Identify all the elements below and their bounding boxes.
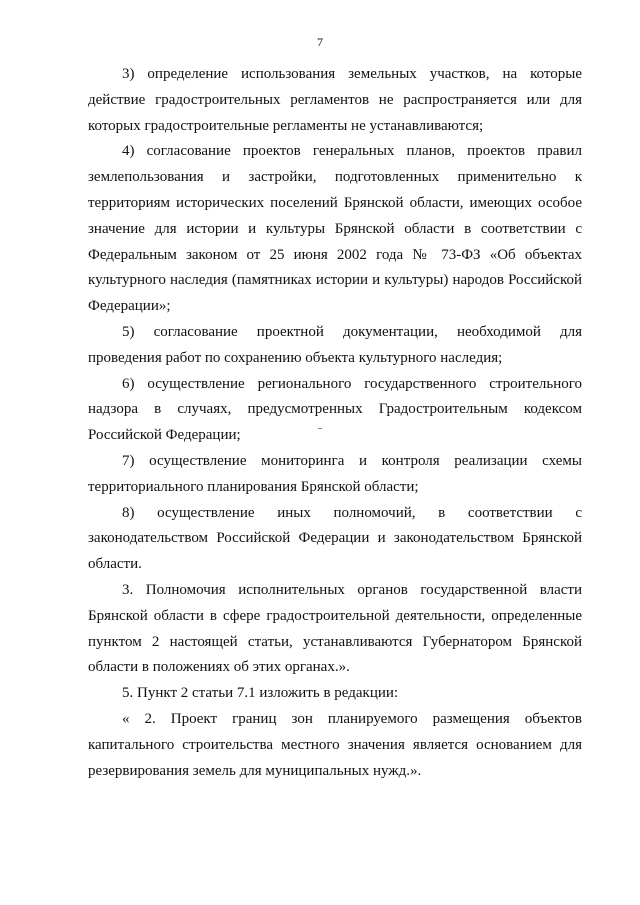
scan-speck	[318, 428, 322, 429]
paragraph-item-8: 8) осуществление иных полномочий, в соответствии с законодательством Российской Федерации и законодательством Брянской области.	[88, 504, 582, 573]
paragraph-item-6: 6) осуществление регионального государственного строительного надзора в случаях, предусмотренных Градостроительным кодексом Российской Федерации;	[88, 375, 582, 444]
paragraph-item-7: 7) осуществление мониторинга и контроля реализации схемы территориального планирования Брянской области;	[88, 452, 582, 495]
paragraph-section-3: 3. Полномочия исполнительных органов государственной власти Брянской области в сфере градостроительной деятельности, определенные пунктом 2 настоящей статьи, устанавливаются Губернатором Брянской области в положениях об этих органах.».	[88, 581, 582, 676]
paragraph-item-3: 3) определение использования земельных участков, на которые действие градостроительных регламентов не распространяется или для которых градостроительные регламенты не устанавливаются;	[88, 66, 582, 134]
paragraph-amendment-5: 5. Пункт 2 статьи 7.1 изложить в редакции:	[122, 685, 399, 702]
paragraph-item-4: 4) согласование проектов генеральных планов, проектов правил землепользования и застройки, подготовленных применительно к территориям исторических поселений Брянской области, имеющих особое значение для истории и культуры Брянской области в соответствии с Федеральным законом от 25 июня 2002 года № 73-ФЗ «Об объектах культурного наследия (памятниках истории и культуры) народов Российской Федерации»;	[88, 143, 582, 315]
paragraph-quoted-item-2: « 2. Проект границ зон планируемого размещения объектов капитального строительства местного значения является основанием для резервирования земель для муниципальных нужд.».	[88, 710, 582, 779]
paragraph-item-5: 5) согласование проектной документации, необходимой для проведения работ по сохранению объекта культурного наследия;	[88, 323, 582, 366]
page-number: 7	[317, 35, 323, 49]
document-body	[88, 62, 582, 784]
